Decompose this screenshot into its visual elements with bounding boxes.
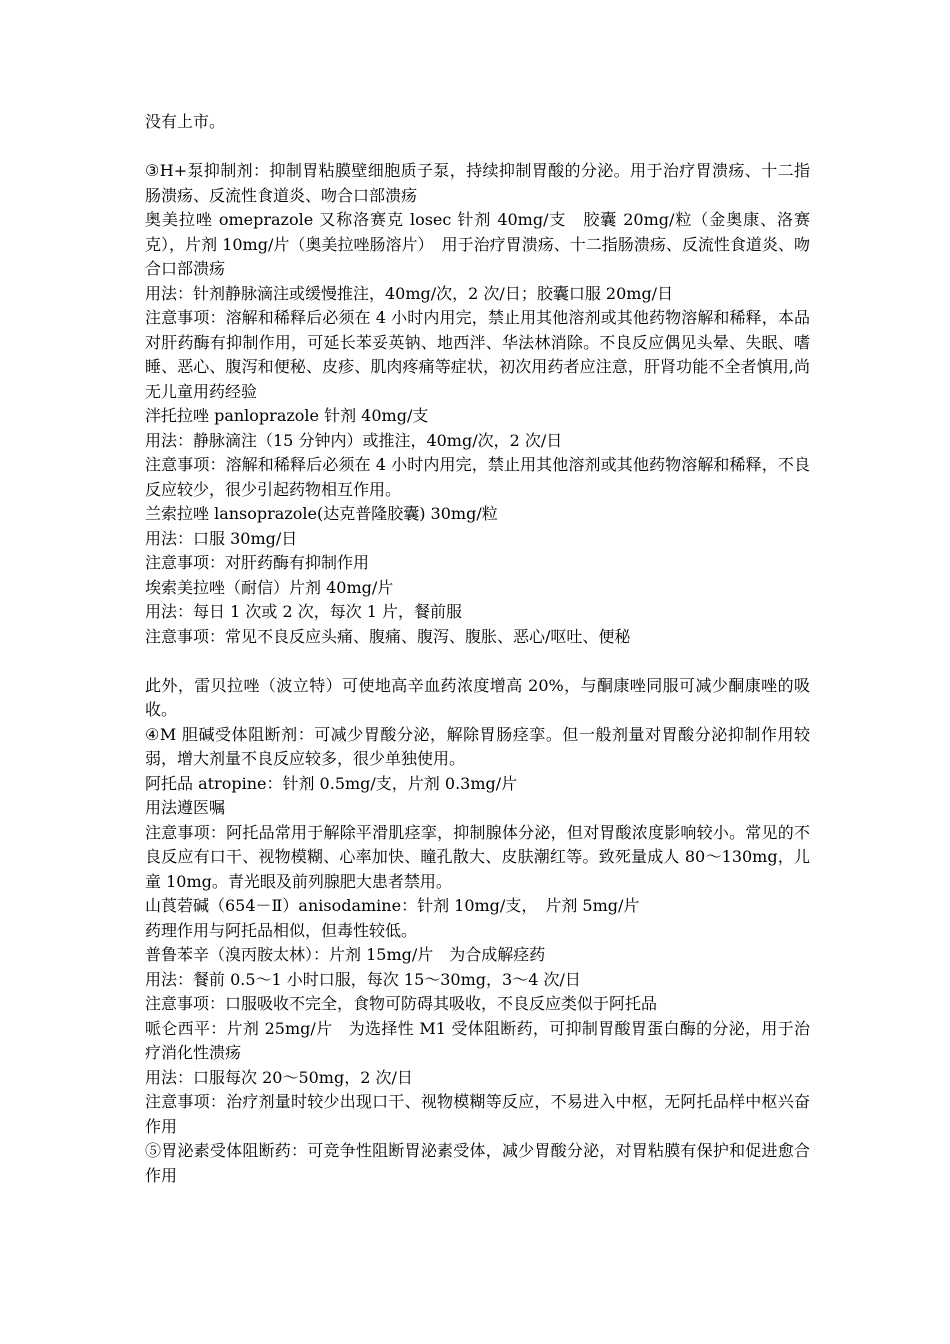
pirenzepine-notes: 注意事项：治疗剂量时较少出现口干、视物模糊等反应，不易进入中枢，无阿托品样中枢兴奋作用 (145, 1092, 810, 1136)
document-page (145, 110, 810, 1188)
lansoprazole-entry: 兰索拉唑 lansoprazole(达克普隆胶囊) 30mg/粒 (145, 504, 498, 523)
text-line-1: 没有上市。 (145, 112, 226, 131)
atropine-usage: 用法遵医嘱 (145, 798, 226, 817)
section-3-heading: ③H+泵抑制剂：抑制胃粘膜壁细胞质子泵，持续抑制胃酸的分泌。用于治疗胃溃疡、十二指肠溃疡、反流性食道炎、吻合口部溃疡 (145, 161, 810, 205)
anisodamine-notes: 药理作用与阿托品相似，但毒性较低。 (145, 920, 418, 940)
pantoprazole-entry: 泮托拉唑 panloprazole 针剂 40mg/支 (145, 406, 429, 425)
pirenzepine-usage: 用法：口服每次 20～50mg，2 次/日 (145, 1067, 413, 1087)
propantheline-usage: 用法：餐前 0.5～1 小时口服，每次 15～30mg，3～4 次/日 (145, 969, 581, 989)
atropine-entry: 阿托品 atropine：针剂 0.5mg/支，片剂 0.3mg/片 (145, 773, 518, 793)
omeprazole-usage: 用法：针剂静脉滴注或缓慢推注，40mg/次，2 次/日；胶囊口服 20mg/日 (145, 283, 674, 303)
esomeprazole-entry: 埃索美拉唑（耐信）片剂 40mg/片 (145, 577, 394, 597)
blank-line (145, 135, 810, 160)
esomeprazole-usage: 用法：每日 1 次或 2 次，每次 1 片，餐前服 (145, 602, 463, 621)
lansoprazole-notes: 注意事项：对肝药酶有抑制作用 (145, 553, 370, 572)
propantheline-entry: 普鲁苯辛（溴丙胺太林）：片剂 15mg/片 为合成解痉药 (145, 945, 546, 964)
atropine-notes: 注意事项：阿托品常用于解除平滑肌痉挛，抑制腺体分泌，但对胃酸浓度影响较小。常见的不良反应有口干、视物模糊、心率加快、瞳孔散大、皮肤潮红等。致死量成人 80～130mg，儿童 10mg。青光眼及前列腺肥大患者禁用。 (145, 822, 810, 891)
section-5-heading: ⑤胃泌素受体阻断药：可竞争性阻断胃泌素受体，减少胃酸分泌，对胃粘膜有保护和促进愈合作用 (145, 1141, 810, 1185)
anisodamine-entry: 山莨菪碱（654－Ⅱ）anisodamine：针剂 10mg/支， 片剂 5mg/片 (145, 896, 640, 915)
omeprazole-notes: 注意事项：溶解和稀释后必须在 4 小时内用完，禁止用其他溶剂或其他药物溶解和稀释，本品对肝药酶有抑制作用，可延长苯妥英钠、地西泮、华法林消除。不良反应偶见头晕、失眠、嗜睡、恶心、腹泻和便秘、皮疹、肌肉疼痛等症状，初次用药者应注意，肝肾功能不全者慎用,尚无儿童用药经验 (145, 308, 810, 401)
pantoprazole-notes: 注意事项：溶解和稀释后必须在 4 小时内用完，禁止用其他溶剂或其他药物溶解和稀释，不良反应较少，很少引起药物相互作用。 (145, 455, 810, 499)
esomeprazole-notes: 注意事项：常见不良反应头痛、腹痛、腹泻、腹胀、恶心/呕吐、便秘 (145, 626, 631, 646)
rabeprazole-note: 此外，雷贝拉唑（波立特）可使地高辛血药浓度增高 20%，与酮康唑同服可减少酮康唑的吸收。 (145, 675, 810, 719)
lansoprazole-usage: 用法：口服 30mg/日 (145, 528, 298, 548)
blank-line (145, 649, 810, 674)
pantoprazole-usage: 用法：静脉滴注（15 分钟内）或推注，40mg/次，2 次/日 (145, 430, 563, 450)
section-4-heading: ④M 胆碱受体阻断剂：可减少胃酸分泌，解除胃肠痉挛。但一般剂量对胃酸分泌抑制作用较弱，增大剂量不良反应较多，很少单独使用。 (145, 724, 810, 768)
propantheline-notes: 注意事项：口服吸收不完全，食物可防碍其吸收，不良反应类似于阿托品 (145, 994, 658, 1013)
omeprazole-entry: 奥美拉唑 omeprazole 又称洛赛克 losec 针剂 40mg/支 胶囊 20mg/粒（金奥康、洛赛克），片剂 10mg/片（奥美拉唑肠溶片） 用于治疗胃溃疡、十二指肠溃疡、反流性食道炎、吻合口部溃疡 (145, 210, 810, 278)
pirenzepine-entry: 哌仑西平：片剂 25mg/片 为选择性 M1 受体阻断药，可抑制胃酸胃蛋白酶的分泌，用于治疗消化性溃疡 (145, 1018, 810, 1062)
